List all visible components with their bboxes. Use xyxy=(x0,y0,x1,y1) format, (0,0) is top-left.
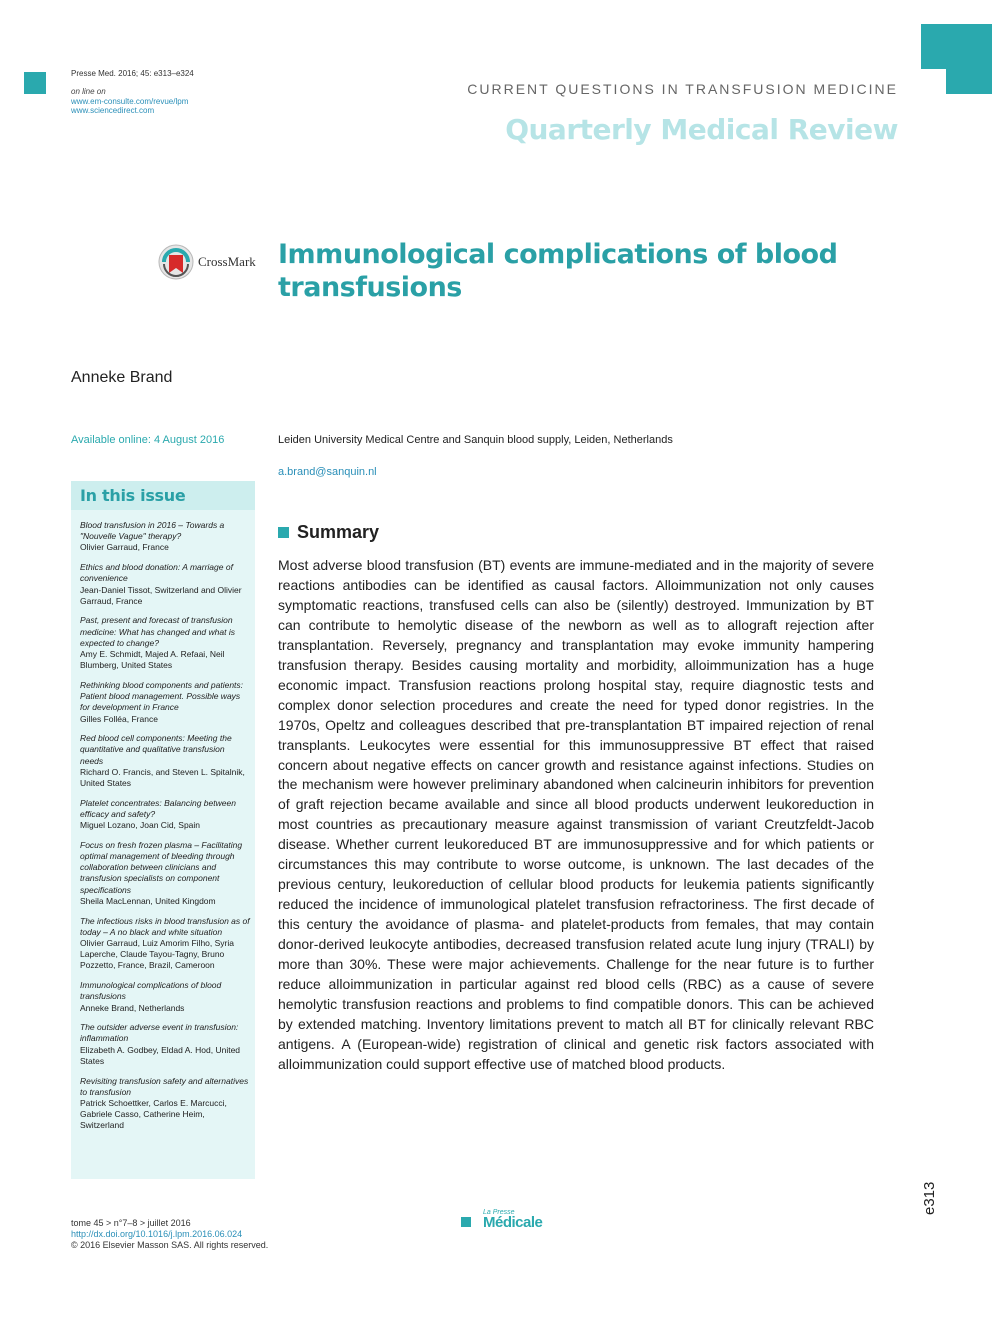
issue-item-title: Past, present and forecast of transfusion medicine: What has changed and what is expected to change? xyxy=(80,615,235,648)
issue-item-authors: Sheila MacLennan, United Kingdom xyxy=(80,895,216,906)
summary-bullet-icon xyxy=(278,527,289,538)
footer-copyright: © 2016 Elsevier Masson SAS. All rights reserved. xyxy=(71,1240,269,1250)
in-this-issue-list xyxy=(80,520,250,1140)
issue-item-authors: Anneke Brand, Netherlands xyxy=(80,1002,185,1013)
in-this-issue-heading: In this issue xyxy=(71,481,255,510)
issue-item-title: Immunological complications of blood transfusions xyxy=(80,980,222,1002)
issue-item[interactable] xyxy=(80,562,250,607)
issue-item-authors: Patrick Schoettker, Carlos E. Marcucci, Gabriele Casso, Catherine Heim, Switzerland xyxy=(80,1097,227,1131)
issue-item[interactable] xyxy=(80,680,250,725)
issue-item-title: The outsider adverse event in transfusion: inflammation xyxy=(80,1022,239,1044)
summary-heading xyxy=(278,522,379,543)
crossmark-icon xyxy=(158,244,194,280)
issue-item-authors: Richard O. Francis, and Steven L. Spitalnik, United States xyxy=(80,766,245,789)
issue-item[interactable] xyxy=(80,980,250,1014)
section-label: CURRENT QUESTIONS IN TRANSFUSION MEDICINE xyxy=(467,81,898,97)
journal-reference: Presse Med. 2016; 45: e313–e324 xyxy=(71,69,194,78)
issue-item-authors: Gilles Folléa, France xyxy=(80,713,158,724)
crossmark-badge[interactable] xyxy=(158,244,256,280)
author-email-link[interactable]: a.brand@sanquin.nl xyxy=(278,466,377,478)
summary-text: Most adverse blood transfusion (BT) events are immune-mediated and in the majority of severe reactions antibodies can be identified as causal factors. Alloimmunization not only causes symptomatic reactions, transfused cells can also be (silently) destroyed. Immunization by BT can contribute to hemolytic disease of the newborn as well as to allograft rejection after transplantation. Reversely, pregnancy and transplantation may evoke immunity hampering transfusion therapy. Besides causing mortality and morbidity, alloimmunization has a huge economic impact. Transfusion reactions prolong hospital stay, require diagnostic tests and complex donor selection procedures and create the need for typed donor registries. In the 1970s, Opeltz and colleagues described that pre-transplantation BT impaired rejection of renal transplants. Leukocytes were essential for this immunosuppressive BT effect that raised concern about negative effects on cancer growth and resistance against infections. Studies on the mechanism were however preliminary abandoned when calcineurin inhibitors for prevention of graft rejection became available and since all blood products underwent leukoreduction in most countries as precautionary measure against transmission of variant Creutzfeldt-Jacob disease. Whether current leukoreduced BT are immunosuppressive and for which patients or circumstances this may contribute to worse outcome, is unknown. The last decades of the previous century, leukoreduction of cellular blood products for leukemia patients significantly reduced the incidence of immunological platelet transfusion refractoriness. The first decade of this century the avoidance of plasma- and platelet-products from females, that may contain donor-derived leukocyte antibodies, decreased transfusion related acute lung injury (TRALI) by more than 30%. These were major achievements. Challenge for the near future is to further reduce alloimmunization in particular against red blood cells (RBC) as a cause of severe hemolytic transfusion reactions and problems to find compatible donors. This can be achieved by extended matching. Inventory limitations prevent to match all BT for clinically relevant RBC antigens. A (European-wide) registration of clinical and genetic risk factors associated with alloimmunization could support effective use of matched blood products. xyxy=(278,557,874,1072)
issue-item-title: Red blood cell components: Meeting the quantitative and qualitative transfusion needs xyxy=(80,733,232,766)
summary-heading-text: Summary xyxy=(297,522,380,542)
issue-item-title: The infectious risks in blood transfusion as of today – A no black and white situation xyxy=(80,915,250,937)
issue-item[interactable] xyxy=(80,615,250,671)
issue-item-title: Blood transfusion in 2016 – Towards a "Nouvelle Vague" therapy? xyxy=(80,520,225,542)
issue-item-title: Revisiting transfusion safety and alternatives to transfusion xyxy=(80,1075,249,1097)
issue-item-authors: Miguel Lozano, Joan Cid, Spain xyxy=(80,820,201,831)
issue-item-title: Ethics and blood donation: A marriage of convenience xyxy=(80,562,233,584)
footer-info xyxy=(71,1218,268,1251)
issue-item-authors: Elizabeth A. Godbey, Eldad A. Hod, United States xyxy=(80,1044,241,1066)
journal-logo xyxy=(461,1209,542,1230)
accent-corner-top-right-tab xyxy=(946,24,992,94)
logo-square-icon xyxy=(461,1217,471,1227)
page-number: e313 xyxy=(921,1181,938,1215)
issue-item-title: Rethinking blood components and patients: Patient blood management. Possible ways for development in France xyxy=(80,679,244,713)
author-affiliation: Leiden University Medical Centre and Sanquin blood supply, Leiden, Netherlands xyxy=(278,434,673,446)
link-sciencedirect[interactable]: www.sciencedirect.com xyxy=(71,106,155,115)
issue-item-title: Platelet concentrates: Balancing between efficacy and safety? xyxy=(80,797,236,819)
issue-item[interactable] xyxy=(80,1076,250,1132)
issue-item-authors: Jean-Daniel Tissot, Switzerland and Olivier Garraud, France xyxy=(80,584,242,606)
available-online-date: Available online: 4 August 2016 xyxy=(71,434,225,446)
issue-item-authors: Amy E. Schmidt, Majed A. Refaai, Neil Blumberg, United States xyxy=(80,649,225,671)
logo-big-text: Médicale xyxy=(483,1214,543,1231)
issue-item[interactable] xyxy=(80,798,250,832)
article-title: Immunological complications of blood transfusions xyxy=(278,239,838,303)
issue-item-authors: Olivier Garraud, Luiz Amorim Filho, Syria Laperche, Claude Tayou-Tagny, Bruno Pozzetto, France, Brazil, Cameroon xyxy=(80,938,234,971)
issue-item-authors: Olivier Garraud, France xyxy=(80,542,169,553)
issue-item[interactable] xyxy=(80,733,250,789)
series-title: Quarterly Medical Review xyxy=(505,113,898,146)
in-this-issue-panel xyxy=(71,481,255,1179)
footer-volume: tome 45 > n°7–8 > juillet 2016 xyxy=(71,1218,191,1228)
footer-doi-link[interactable]: http://dx.doi.org/10.1016/j.lpm.2016.06.024 xyxy=(71,1229,243,1239)
online-label: on line on xyxy=(71,87,106,96)
crossmark-label: CrossMark xyxy=(198,254,256,269)
link-em-consulte[interactable]: www.em-consulte.com/revue/lpm xyxy=(71,96,189,106)
accent-square-left xyxy=(24,72,46,94)
issue-item[interactable] xyxy=(80,1022,250,1067)
issue-item-title: Focus on fresh frozen plasma – Facilitating optimal management of bleeding through collaboration between clinicians and transfusion specialists on component specifications xyxy=(80,839,243,895)
logo-small-text: La Presse xyxy=(483,1209,515,1216)
online-block xyxy=(71,87,188,116)
issue-item[interactable] xyxy=(80,916,250,972)
issue-item[interactable] xyxy=(80,520,250,554)
issue-item[interactable] xyxy=(80,840,250,907)
author-name: Anneke Brand xyxy=(71,369,173,386)
